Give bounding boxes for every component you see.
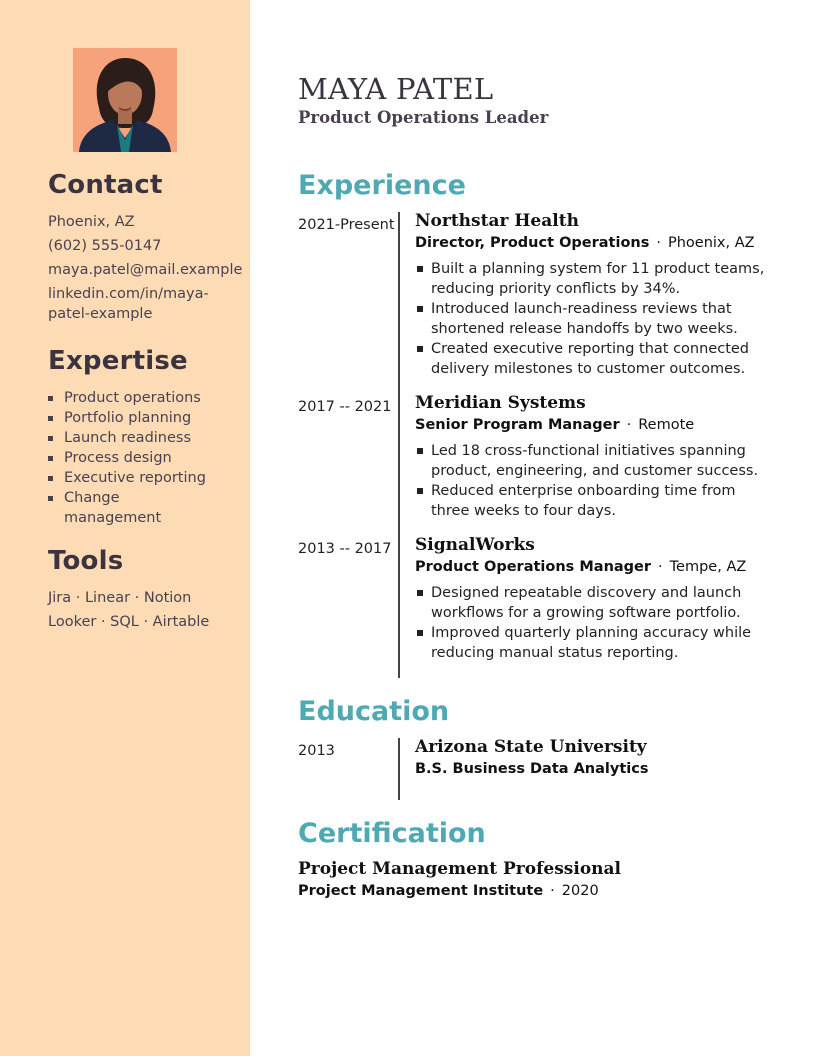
tools-heading: Tools: [48, 546, 124, 576]
expertise-item: Process design: [48, 448, 206, 468]
experience-timeline-line: [398, 212, 400, 678]
job-title: Product Operations Manager: [415, 559, 652, 575]
job-dates: 2021-Present: [298, 217, 395, 233]
expertise-heading: Expertise: [48, 346, 188, 376]
contact-phone: (602) 555-0147: [48, 238, 162, 254]
separator: ·: [656, 235, 661, 251]
job-dates: 2017 -- 2021: [298, 399, 392, 415]
job-bullets: [415, 441, 770, 521]
tools-line-1: Jira · Linear · Notion: [48, 590, 192, 606]
job-location: Phoenix, AZ: [667, 235, 755, 251]
job-organization: Meridian Systems: [415, 393, 586, 413]
job-location: Tempe, AZ: [669, 559, 747, 575]
separator: ·: [658, 559, 663, 575]
expertise-item: Portfolio planning: [48, 408, 206, 428]
job-organization: Northstar Health: [415, 211, 579, 231]
certification-title: Project Management Professional: [298, 859, 621, 879]
expertise-item: Change: [48, 488, 206, 508]
education-timeline-line: [398, 738, 400, 800]
job-dates: 2013 -- 2017: [298, 541, 392, 557]
job-title-line: [415, 417, 694, 433]
job-bullets: [415, 259, 770, 379]
candidate-role: Product Operations Leader: [298, 108, 549, 127]
education-heading: Education: [298, 696, 450, 727]
job-bullet: Improved quarterly planning accuracy while reducing manual status reporting.: [415, 623, 770, 663]
sidebar: [0, 0, 250, 1056]
job-bullets: [415, 583, 770, 663]
separator: ·: [626, 417, 632, 433]
education-year: 2013: [298, 743, 335, 759]
job-bullet: Built a planning system for 11 product teams, reducing priority conflicts by 34%.: [415, 259, 770, 299]
contact-linkedin-line1[interactable]: linkedin.com/in/maya-: [48, 286, 209, 302]
job-title-line: [415, 559, 746, 575]
certification-issuer: Project Management Institute: [298, 883, 544, 899]
certification-heading: Certification: [298, 818, 486, 849]
job-bullet: Reduced enterprise onboarding time from three weeks to four days.: [415, 481, 770, 521]
expertise-item: Executive reporting: [48, 468, 206, 488]
separator: ·: [550, 883, 555, 899]
job-title: Senior Program Manager: [415, 417, 620, 433]
contact-heading: Contact: [48, 170, 163, 200]
education-degree-line: [415, 761, 648, 777]
job-bullet: Introduced launch-readiness reviews that shortened release handoffs by two weeks.: [415, 299, 770, 339]
education-degree: B.S. Business Data Analytics: [415, 761, 649, 777]
expertise-item: Product operations: [48, 388, 206, 408]
contact-linkedin-line2[interactable]: patel-example: [48, 306, 153, 322]
education-school: Arizona State University: [415, 737, 647, 757]
job-title: Director, Product Operations: [415, 235, 650, 251]
job-organization: SignalWorks: [415, 535, 535, 555]
experience-heading: Experience: [298, 170, 466, 201]
profile-photo: [73, 48, 177, 152]
job-bullet: Led 18 cross-functional initiatives spanning product, engineering, and customer success.: [415, 441, 770, 481]
job-bullet: Created executive reporting that connected delivery milestones to customer outcomes.: [415, 339, 770, 379]
job-location: Remote: [638, 417, 695, 433]
contact-location: Phoenix, AZ: [48, 214, 135, 230]
candidate-name: MAYA PATEL: [298, 72, 494, 106]
expertise-item: Launch readiness: [48, 428, 206, 448]
certification-issuer-line: [298, 883, 599, 899]
certification-year: 2020: [561, 883, 599, 899]
contact-email[interactable]: maya.patel@mail.example: [48, 262, 243, 278]
expertise-item-continuation: management: [64, 510, 162, 526]
expertise-list: [48, 388, 206, 508]
job-bullet: Designed repeatable discovery and launch workflows for a growing software portfolio.: [415, 583, 770, 623]
job-title-line: [415, 235, 755, 251]
tools-line-2: Looker · SQL · Airtable: [48, 614, 210, 630]
